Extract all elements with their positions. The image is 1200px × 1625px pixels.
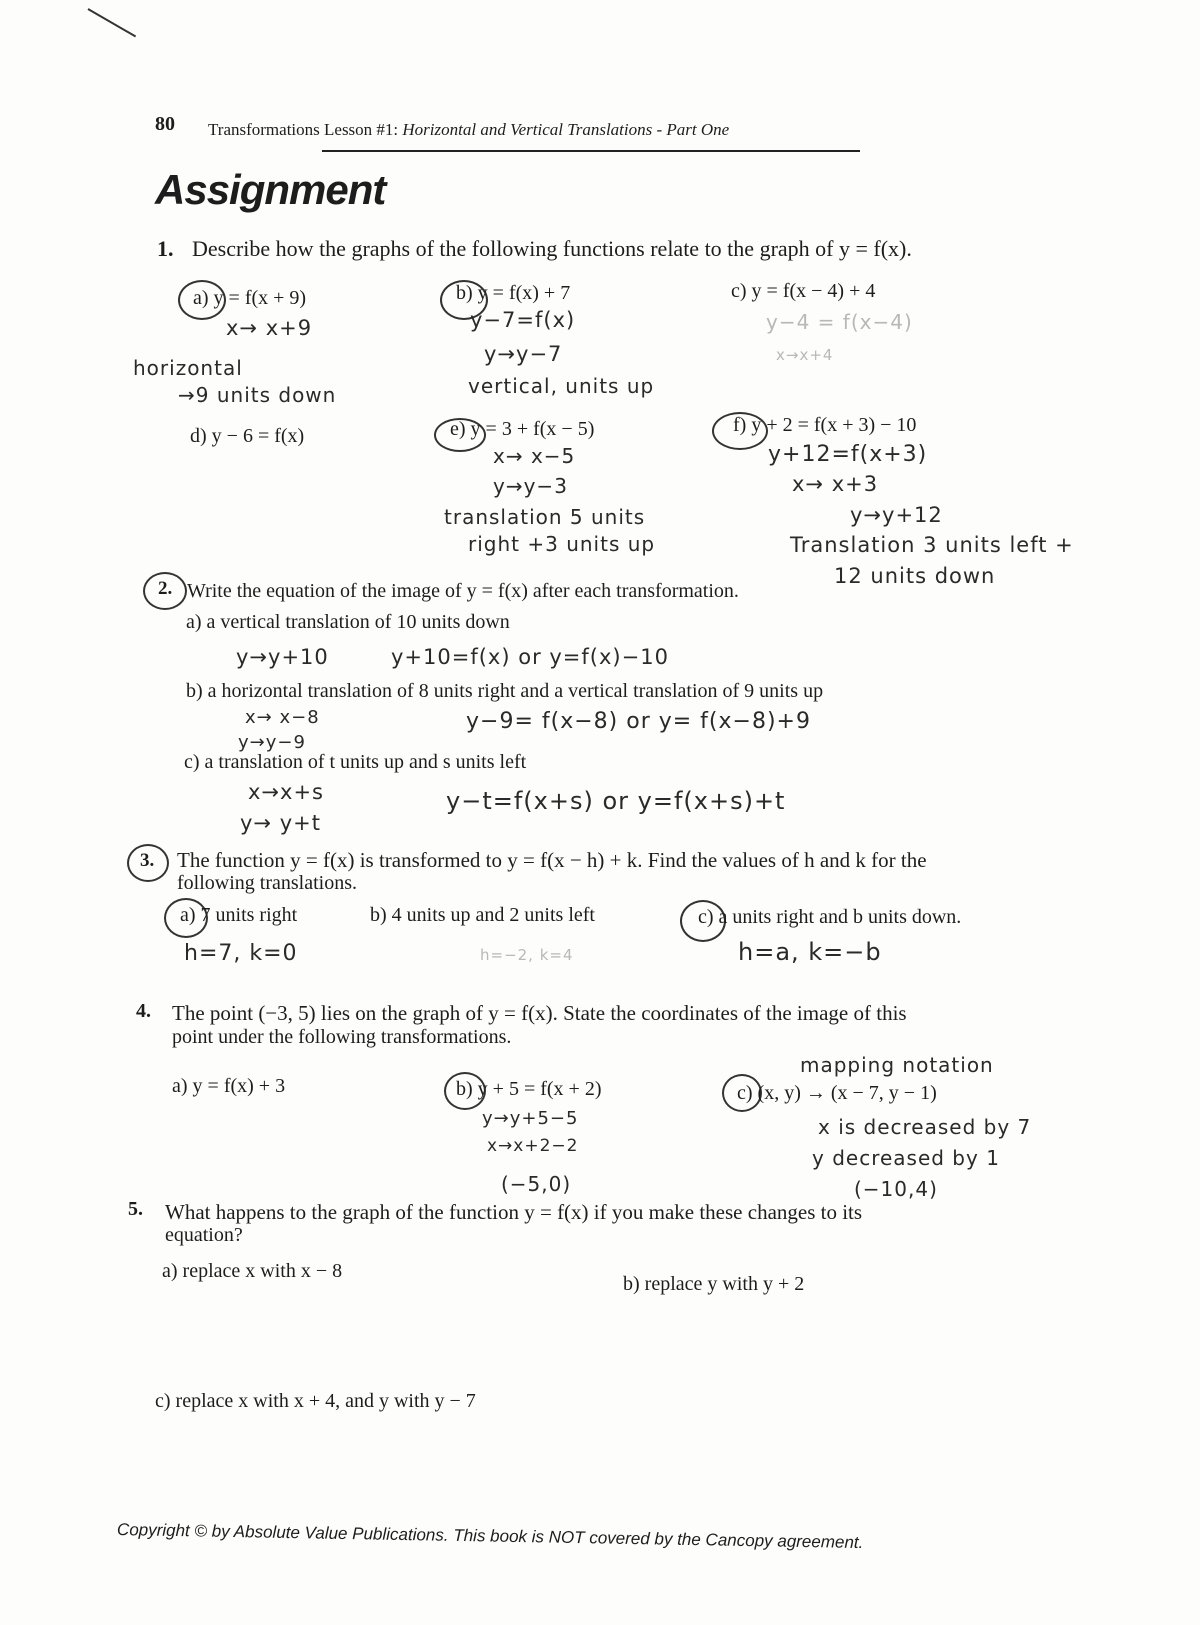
q2c-work-1: x→x+s: [248, 780, 324, 804]
q2c-text: c) a translation of t units up and s units left: [184, 751, 527, 773]
q1e-work-2: y→y−3: [493, 474, 568, 498]
q1b-work-1: y−7=f(x): [470, 308, 576, 332]
q4c-text: c) (x, y) → (x − 7, y − 1): [737, 1082, 937, 1104]
lesson-subtitle: Horizontal and Vertical Translations - Part One: [402, 120, 730, 139]
q2-number: 2.: [158, 578, 173, 599]
q5c-text: c) replace x with x + 4, and y with y − 7: [155, 1390, 476, 1412]
q3-number: 3.: [140, 850, 155, 871]
page-number: 80: [155, 113, 175, 135]
q2b-work-1: x→ x−8: [245, 707, 320, 728]
q1a-equation: a) y = f(x + 9): [193, 287, 307, 309]
q1d-equation: d) y − 6 = f(x): [190, 425, 305, 447]
q2b-work-3: y−9= f(x−8) or y= f(x−8)+9: [466, 709, 811, 734]
q3a-text: a) 7 units right: [180, 904, 298, 926]
header-rule: [322, 150, 860, 152]
q4-prompt-line2: point under the following transformations.: [172, 1026, 512, 1048]
q1b-equation: b) y = f(x) + 7: [456, 282, 571, 304]
q3c-work: h=a, k=−b: [738, 938, 882, 966]
q2a-text: a) a vertical translation of 10 units down: [186, 611, 510, 633]
q1f-equation: f) y + 2 = f(x + 3) − 10: [733, 414, 917, 436]
q3-prompt-line2: following translations.: [177, 872, 357, 894]
pen-mark: [88, 8, 137, 37]
q3b-text: b) 4 units up and 2 units left: [370, 904, 595, 926]
copyright-footer: Copyright © by Absolute Value Publications. This book is NOT covered by the Cancopy agreement.: [116, 1520, 864, 1553]
page-title: Assignment: [155, 166, 386, 213]
q1a-work-3: →9 units down: [178, 383, 337, 407]
q4c-work-2: x is decreased by 7: [818, 1115, 1032, 1139]
q5-prompt-line2: equation?: [165, 1224, 243, 1246]
lesson-label: Transformations Lesson #1:: [208, 120, 399, 139]
q1c-work-1: y−4 = f(x−4): [766, 310, 913, 334]
q1e-work-1: x→ x−5: [493, 444, 576, 468]
q1a-work-1: x→ x+9: [226, 316, 313, 340]
q1b-work-3: vertical, units up: [468, 374, 655, 398]
q5-prompt-line1: What happens to the graph of the function y = f(x) if you make these changes to its: [165, 1200, 863, 1224]
q5-number: 5.: [128, 1198, 143, 1220]
q2b-text: b) a horizontal translation of 8 units right and a vertical translation of 9 units up: [186, 680, 824, 702]
q1c-equation: c) y = f(x − 4) + 4: [731, 280, 876, 302]
q2c-work-2: y→ y+t: [240, 811, 321, 835]
q2a-work-2: y+10=f(x) or y=f(x)−10: [391, 645, 669, 669]
q4c-work-3: y decreased by 1: [812, 1146, 1000, 1170]
q1f-work-4: Translation 3 units left +: [790, 533, 1074, 557]
q2c-work-3: y−t=f(x+s) or y=f(x+s)+t: [446, 787, 786, 815]
q1f-work-5: 12 units down: [834, 564, 996, 588]
q1-prompt: Describe how the graphs of the following functions relate to the graph of y = f(x).: [192, 236, 912, 261]
q1e-work-4: right +3 units up: [468, 532, 656, 556]
lesson-header: [208, 120, 729, 140]
q2-prompt: Write the equation of the image of y = f(x) after each transformation.: [187, 580, 739, 602]
q1c-work-2: x→x+4: [776, 346, 834, 364]
q5a-text: a) replace x with x − 8: [162, 1260, 343, 1282]
q3c-text: c) a units right and b units down.: [698, 906, 962, 928]
q4b-work-2: x→x+2−2: [487, 1136, 579, 1156]
q2b-work-2: y→y−9: [238, 732, 306, 753]
q4c-work-4: (−10,4): [854, 1177, 938, 1201]
q4a-text: a) y = f(x) + 3: [172, 1075, 286, 1097]
q1e-work-3: translation 5 units: [444, 505, 646, 529]
q4b-text: b) y + 5 = f(x + 2): [456, 1078, 602, 1100]
q1f-work-2: x→ x+3: [792, 472, 879, 496]
q4-number: 4.: [136, 1000, 151, 1022]
q3a-work: h=7, k=0: [184, 941, 298, 966]
q2a-work-1: y→y+10: [236, 645, 329, 669]
q4-prompt-line1: The point (−3, 5) lies on the graph of y = f(x). State the coordinates of the image of this: [172, 1001, 907, 1025]
q4b-work-3: (−5,0): [501, 1172, 572, 1196]
q5b-text: b) replace y with y + 2: [623, 1273, 805, 1295]
q3-prompt-line1: The function y = f(x) is transformed to y = f(x − h) + k. Find the values of h and k for the: [177, 848, 927, 872]
q1e-equation: e) y = 3 + f(x − 5): [450, 418, 595, 440]
q1f-work-1: y+12=f(x+3): [768, 442, 928, 467]
q4b-work-1: y→y+5−5: [482, 1108, 579, 1129]
q3b-work: h=−2, k=4: [480, 946, 574, 964]
q1-number: 1.: [157, 236, 174, 261]
q1b-work-2: y→y−7: [484, 342, 563, 366]
q1f-work-3: y→y+12: [850, 503, 943, 527]
q1a-work-2: horizontal: [133, 356, 243, 380]
q4c-work-1: mapping notation: [800, 1053, 994, 1077]
